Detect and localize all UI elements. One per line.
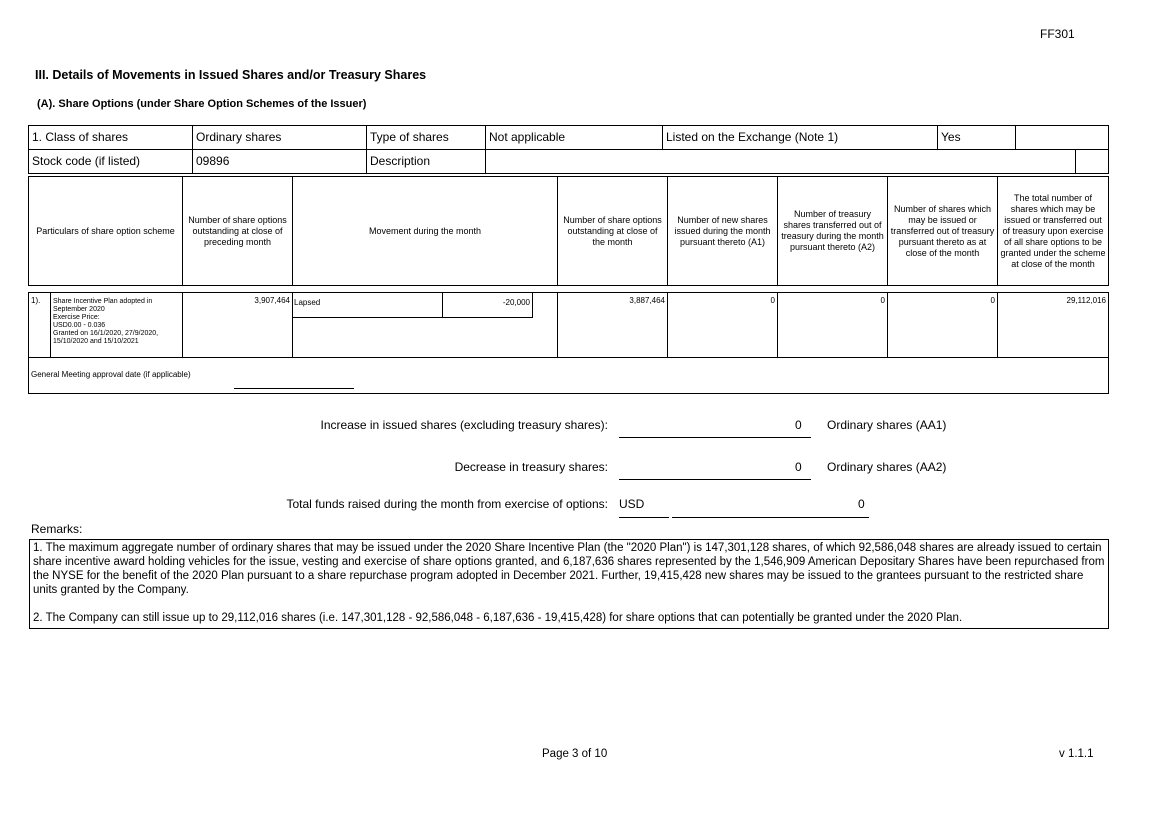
class-value: Ordinary shares bbox=[193, 126, 367, 149]
decrease-value: 0 bbox=[795, 460, 802, 474]
decrease-label: Decrease in treasury shares: bbox=[454, 460, 608, 474]
particulars-line: Share Incentive Plan adopted in bbox=[53, 298, 153, 305]
stock-code-value: 09896 bbox=[193, 150, 367, 173]
general-meeting-date-line bbox=[234, 388, 354, 389]
increase-unit: Ordinary shares (AA1) bbox=[827, 418, 947, 432]
general-meeting-row bbox=[28, 357, 1109, 394]
row-particulars bbox=[51, 293, 183, 357]
movement-divider bbox=[442, 293, 443, 317]
stock-code-label: Stock code (if listed) bbox=[29, 150, 193, 173]
header-new-shares: Number of new shares issued during the month pursuant thereto (A1) bbox=[668, 177, 778, 285]
remarks-label: Remarks: bbox=[31, 522, 83, 536]
funds-currency: USD bbox=[619, 497, 645, 511]
particulars-line: 15/10/2020 and 15/10/2021 bbox=[53, 338, 139, 345]
listed-value: Yes bbox=[938, 126, 1016, 149]
table-row bbox=[28, 292, 1109, 358]
row-new-shares: 0 bbox=[668, 293, 778, 357]
subsection-title: (A). Share Options (under Share Option Schemes of the Issuer) bbox=[37, 98, 367, 110]
funds-value: 0 bbox=[858, 497, 865, 511]
row-total-may-be-issued: 29,112,016 bbox=[1066, 296, 1106, 305]
version: v 1.1.1 bbox=[1059, 748, 1094, 760]
listed-extra-cell bbox=[1016, 126, 1108, 149]
funds-label: Total funds raised during the month from exercise of options: bbox=[286, 497, 608, 511]
listed-label: Listed on the Exchange (Note 1) bbox=[663, 126, 938, 149]
row-movement bbox=[293, 293, 558, 357]
form-code: FF301 bbox=[1040, 27, 1075, 41]
stock-row bbox=[28, 149, 1109, 174]
remarks-box bbox=[29, 539, 1109, 629]
particulars-line: USD0.00 - 0.036 bbox=[53, 322, 106, 329]
funds-line bbox=[672, 499, 869, 518]
particulars-line: Granted on 16/1/2020, 27/9/2020, bbox=[53, 330, 159, 337]
remarks-paragraph-1: 1. The maximum aggregate number of ordinary shares that may be issued under the 2020 Share Incentive Plan (the "2020 Plan") is 147,301,128 shares, of which 92,586,048 shares are already issued to certain share incentive award holding vehicles for the issue, vesting and exercise of share options granted, and 6,187,636 shares represented by the 1,546,909 American Depositary Shares have been repurchased from the NYSE for the benefit of the 2020 Plan pursuant to a share repurchase program adopted in December 2021. Further, 19,415,428 new shares may be issued to the grantees pursuant to the restricted share units granted by the Company. bbox=[33, 542, 1105, 596]
header-particulars: Particulars of share option scheme bbox=[29, 177, 183, 285]
particulars-line: September 2020 bbox=[53, 306, 105, 313]
increase-line bbox=[619, 420, 811, 438]
particulars-line: Exercise Price: bbox=[53, 314, 100, 321]
class-label: 1. Class of shares bbox=[29, 126, 193, 149]
header-may-be-issued: Number of shares which may be issued or transferred out of treasury pursuant thereto as at close of the month bbox=[888, 177, 998, 285]
type-value: Not applicable bbox=[486, 126, 663, 149]
section-title: III. Details of Movements in Issued Shares and/or Treasury Shares bbox=[35, 68, 427, 82]
header-movement: Movement during the month bbox=[293, 177, 558, 285]
row-outstanding-prev: 3,907,464 bbox=[183, 293, 293, 357]
description-extra-cell bbox=[1076, 150, 1108, 173]
decrease-line bbox=[619, 462, 811, 480]
decrease-unit: Ordinary shares (AA2) bbox=[827, 460, 947, 474]
header-outstanding-prev: Number of share options outstanding at close of preceding month bbox=[183, 177, 293, 285]
page-number: Page 3 of 10 bbox=[542, 748, 608, 760]
movement-type: Lapsed bbox=[294, 298, 321, 307]
row-outstanding-close: 3,887,464 bbox=[558, 293, 668, 357]
increase-value: 0 bbox=[795, 418, 802, 432]
row-index: 1). bbox=[29, 293, 51, 357]
row-may-be-issued: 0 bbox=[888, 293, 998, 357]
remarks-paragraph-2: 2. The Company can still issue up to 29,112,016 shares (i.e. 147,301,128 - 92,586,048 - 6,187,636 - 19,415,428) for share options that can potentially be granted under the 2020 Plan. bbox=[33, 612, 963, 624]
header-total-may-be-issued: The total number of shares which may be issued or transferred out of treasury upon exercise of all share options to be granted under the scheme at close of the month bbox=[1000, 192, 1106, 269]
row-treasury-transferred: 0 bbox=[778, 293, 888, 357]
description-value bbox=[486, 150, 1076, 173]
movement-subbox bbox=[293, 293, 533, 318]
type-label: Type of shares bbox=[367, 126, 486, 149]
header-outstanding-close: Number of share options outstanding at close of the month bbox=[558, 177, 668, 285]
increase-label: Increase in issued shares (excluding treasury shares): bbox=[320, 418, 608, 432]
header-treasury-transferred: Number of treasury shares transferred out of treasury during the month pursuant thereto (A2) bbox=[778, 177, 888, 285]
class-row bbox=[28, 125, 1109, 150]
general-meeting-label: General Meeting approval date (if applicable) bbox=[31, 370, 191, 379]
table-header-row bbox=[28, 176, 1109, 286]
description-label: Description bbox=[367, 150, 486, 173]
movement-value: -20,000 bbox=[502, 298, 530, 307]
